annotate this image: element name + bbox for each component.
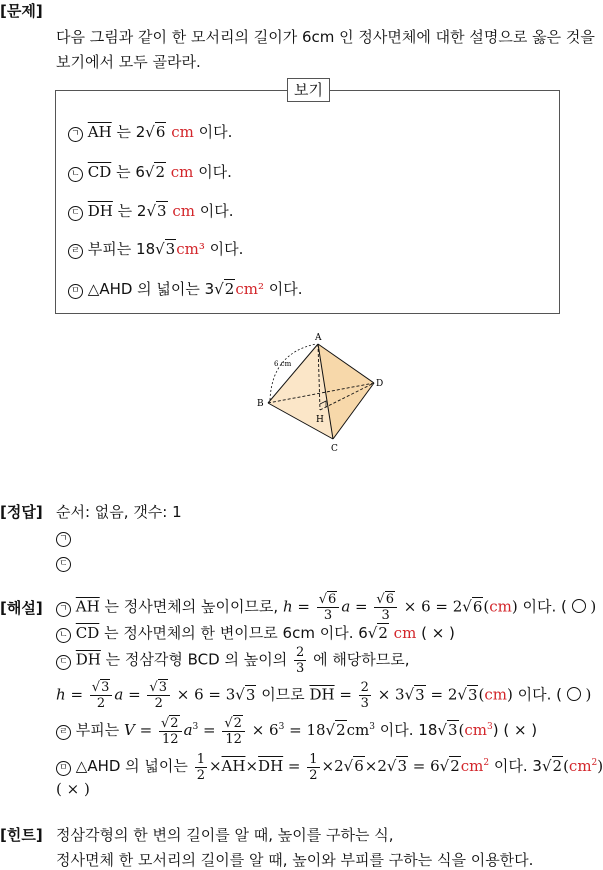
unit: cm: [172, 202, 195, 220]
label-h: H: [316, 415, 324, 425]
choice-tail: 이다.: [209, 240, 244, 258]
unit: cm: [170, 163, 194, 181]
answer-choice-1: ㄱ: [56, 528, 71, 547]
choice-tail: 이다.: [198, 123, 233, 141]
problem-tag: [문제]: [0, 2, 43, 20]
hint-line2: 정사면체 한 모서리의 길이를 알 때, 높이와 부피를 구하는 식을 이용한다.: [56, 851, 534, 869]
segment-label: $\overline{CD}$: [87, 163, 112, 181]
choice-marker: ㄷ: [68, 206, 83, 221]
radicand: 2: [224, 280, 235, 298]
choice-text: 는 2: [116, 123, 146, 141]
explanation-line-3: ㄷ $\overline{DH}$ 는 정삼각형 BCD 의 높이의 $\frac{2}{3}$ 에 해당하므로,: [56, 645, 410, 676]
hint-line1: 정삼각형의 한 변의 길이를 알 때, 높이를 구하는 식,: [56, 826, 394, 844]
unit: cm²: [235, 280, 264, 298]
tetrahedron-figure: [250, 328, 390, 458]
explanation-tag: [해설]: [0, 599, 43, 617]
radicand: 3: [165, 240, 176, 258]
choice-tail: 이다.: [198, 163, 232, 181]
label-a: A: [315, 333, 322, 343]
label-c: C: [331, 444, 338, 454]
choice-marker: ㄹ: [68, 244, 83, 259]
choice-tail: 이다.: [268, 280, 303, 298]
answer-tag: [정답]: [0, 503, 43, 521]
choice-item-4: ㄹ 부피는 18√3cm³ 이다.: [68, 238, 243, 259]
label-b: B: [257, 399, 264, 409]
explanation-line-7: ( × ): [56, 780, 90, 798]
choice-text: △AHD 의 넓이는 3: [87, 280, 215, 298]
explanation-line-6: ㅁ △AHD 의 넓이는 $\frac{1}{2}$ $\times\overline{AH}\times\overline{DH}$ = $\frac{1}{2}$ $\times 2√6\times 2√3 = 6√2cm^2$ 이다. $3√2(cm^2)$: [56, 750, 603, 783]
segment-label: $\overline{AH}$: [87, 123, 112, 141]
problem-text-line2: 보기에서 모두 골라라.: [56, 53, 201, 71]
explanation-line-1: ㄱ $\overline{AH}$ 는 정사면체의 높이이므로, h = $\frac{√6}{3}$ a = $\frac{√6}{3}$ × 6 = 2√6(cm) 이다. ( ): [56, 592, 596, 623]
radicand: 6: [155, 123, 166, 141]
hint-tag: [힌트]: [0, 826, 43, 844]
choice-marker: ㄴ: [68, 167, 83, 182]
choice-item-3: ㄷ $\overline{DH}$ 는 2√3 cm 이다.: [68, 200, 234, 221]
segment-label: $\overline{DH}$: [87, 202, 113, 220]
unit: cm³: [176, 240, 205, 258]
choice-box-label: 보기: [287, 78, 330, 102]
label-d: D: [376, 379, 384, 389]
choice-text: 부피는 18: [87, 240, 156, 258]
radicand: 2: [155, 163, 165, 181]
explanation-line-2: ㄴ $\overline{CD}$ 는 정사면체의 한 변이므로 6cm 이다. 6√2 cm ( × ): [56, 622, 455, 643]
choice-item-1: ㄱ $\overline{AH}$ 는 2√6 cm 이다.: [68, 121, 232, 142]
choice-text: 는 6: [116, 163, 145, 181]
choice-marker: ㅁ: [68, 284, 83, 299]
answer-line: 순서: 없음, 갯수: 1: [56, 503, 182, 521]
choice-item-5: ㅁ △AHD 의 넓이는 3√2cm² 이다.: [68, 278, 303, 299]
explanation-line-4: h = $\frac{√3}{2}$ a = $\frac{√3}{2}$ × 6 = 3√3 이므로 $\overline{DH}$ = $\frac{2}{3}$ × 3√3 = 2√3(cm) 이다. ( ): [56, 680, 592, 711]
choice-item-2: ㄴ $\overline{CD}$ 는 6√2 cm 이다.: [68, 161, 232, 182]
label-edge-length: 6 cm: [274, 360, 292, 368]
choice-tail: 이다.: [199, 202, 234, 220]
choice-marker: ㄱ: [68, 127, 83, 142]
explanation-line-5: ㄹ 부피는 V = $\frac{√2}{12}$ $a^3$ = $\frac{√2}{12}$ × $6^3 = 18√2cm^3$ 이다. $18√3(cm^3)$ ( × ): [56, 714, 537, 747]
choice-text: 는 2: [117, 202, 147, 220]
problem-text-line1: 다음 그림과 같이 한 모서리의 길이가 6cm 인 정사면체에 대한 설명으로 옳은 것을: [56, 28, 595, 46]
unit: cm: [171, 123, 194, 141]
radicand: 3: [157, 202, 167, 220]
answer-choice-2: ㄷ: [56, 553, 71, 572]
